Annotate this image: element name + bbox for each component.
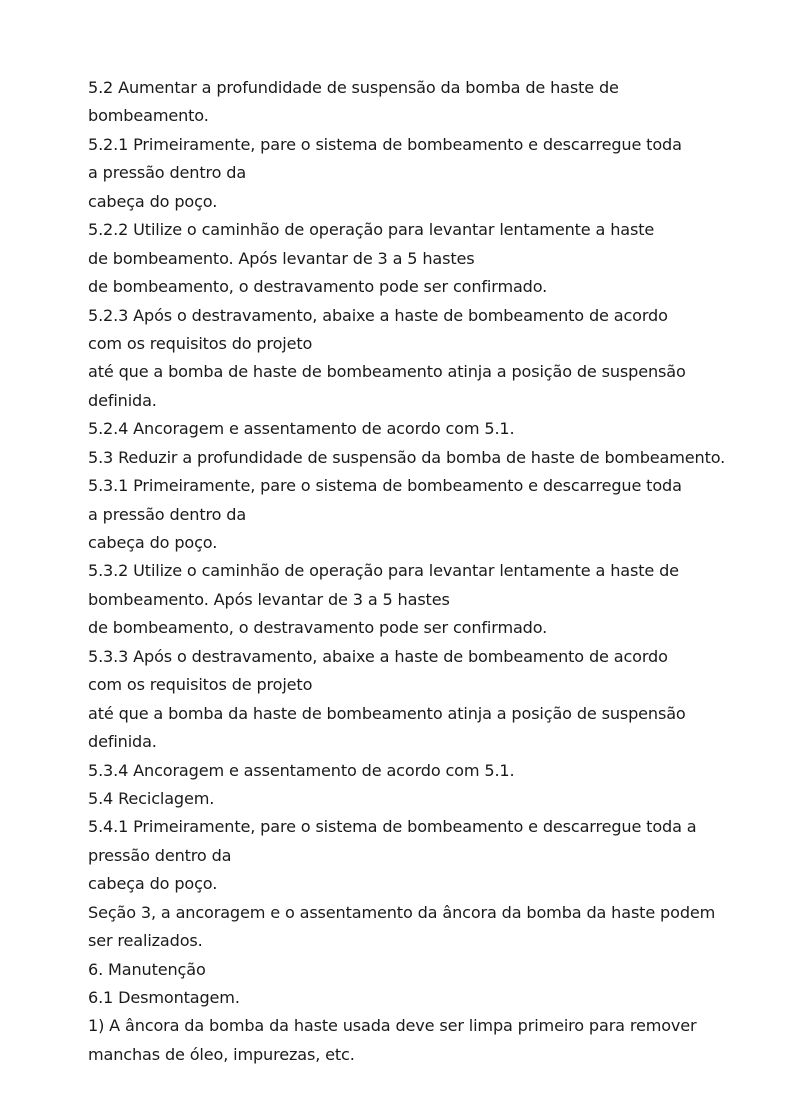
text-line: de bombeamento, o destravamento pode ser confirmado. — [88, 618, 548, 638]
text-line: de bombeamento. Após levantar de 3 a 5 hastes — [88, 248, 475, 268]
text-line: Seção 3, a ancoragem e o assentamento da âncora da bomba da haste podem — [88, 902, 716, 922]
text-line: bombeamento. Após levantar de 3 a 5 hastes — [88, 589, 450, 609]
text-line: 5.3 Reduzir a profundidade de suspensão da bomba de haste de bombeamento. — [88, 447, 726, 467]
text-line: cabeça do poço. — [88, 874, 218, 894]
text-line: com os requisitos do projeto — [88, 333, 313, 353]
text-line: a pressão dentro da — [88, 504, 247, 524]
text-line: até que a bomba da haste de bombeamento atinja a posição de suspensão — [88, 703, 686, 723]
text-line: 5.3.3 Após o destravamento, abaixe a haste de bombeamento de acordo — [88, 646, 668, 666]
text-line: até que a bomba de haste de bombeamento atinja a posição de suspensão — [88, 362, 686, 382]
text-line: com os requisitos de projeto — [88, 675, 313, 695]
text-line: cabeça do poço. — [88, 191, 218, 211]
text-line: ser realizados. — [88, 931, 203, 951]
text-line: 5.4.1 Primeiramente, pare o sistema de bombeamento e descarregue toda a — [88, 817, 697, 837]
text-line: definida. — [88, 732, 157, 752]
text-line: bombeamento. — [88, 106, 209, 126]
text-line: 5.2.1 Primeiramente, pare o sistema de bombeamento e descarregue toda — [88, 134, 682, 154]
text-line: manchas de óleo, impurezas, etc. — [88, 1044, 355, 1064]
text-line: 6. Manutenção — [88, 959, 206, 979]
text-line: 1) A âncora da bomba da haste usada deve ser limpa primeiro para remover — [88, 1016, 697, 1036]
text-line: 5.2.3 Após o destravamento, abaixe a haste de bombeamento de acordo — [88, 305, 668, 325]
text-line: 5.4 Reciclagem. — [88, 788, 215, 808]
text-line: 5.3.2 Utilize o caminhão de operação para levantar lentamente a haste de — [88, 561, 679, 581]
text-line: definida. — [88, 390, 157, 410]
text-line: 5.3.1 Primeiramente, pare o sistema de bombeamento e descarregue toda — [88, 476, 682, 496]
text-line: pressão dentro da — [88, 845, 232, 865]
text-line: a pressão dentro da — [88, 163, 247, 183]
text-line: 6.1 Desmontagem. — [88, 988, 240, 1007]
text-line: 5.3.4 Ancoragem e assentamento de acordo com 5.1. — [88, 760, 515, 780]
text-line: 5.2.2 Utilize o caminhão de operação para levantar lentamente a haste — [88, 220, 655, 240]
text-line: 5.2 Aumentar a profundidade de suspensão da bomba de haste de — [88, 78, 619, 97]
text-line: cabeça do poço. — [88, 533, 218, 552]
document-page — [88, 74, 778, 1069]
text-line: 5.2.4 Ancoragem e assentamento de acordo com 5.1. — [88, 419, 515, 439]
text-line: de bombeamento, o destravamento pode ser confirmado. — [88, 277, 548, 297]
